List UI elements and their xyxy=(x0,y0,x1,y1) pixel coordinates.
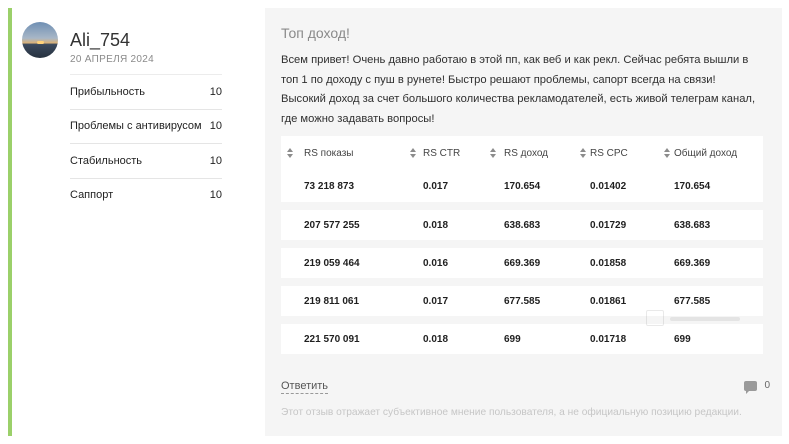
rating-value: 10 xyxy=(209,154,222,167)
rating-label: Проблемы с антивирусом xyxy=(70,120,202,133)
rating-row xyxy=(70,143,222,178)
ratings-list xyxy=(70,74,222,212)
sort-icon[interactable] xyxy=(580,148,587,159)
rating-label: Стабильность xyxy=(70,154,143,167)
table-cell: 0.017 xyxy=(423,180,449,192)
review-content-panel xyxy=(265,8,782,436)
rating-row xyxy=(70,178,222,213)
table-cell: 638.683 xyxy=(504,219,541,231)
table-cell: 638.683 xyxy=(674,219,711,231)
accent-bar xyxy=(8,8,12,436)
table-cell: 669.369 xyxy=(504,257,541,269)
table-cell: 0.01729 xyxy=(590,219,627,231)
table-cell: 0.01402 xyxy=(590,180,627,192)
table-cell: 0.01858 xyxy=(590,257,627,269)
rating-row xyxy=(70,74,222,109)
comment-icon xyxy=(744,381,757,391)
rating-value: 10 xyxy=(209,189,222,202)
table-cell: 0.018 xyxy=(423,333,449,345)
table-cell: 669.369 xyxy=(674,257,711,269)
rating-value: 10 xyxy=(209,120,222,133)
comments-count: 0 xyxy=(764,380,770,391)
column-header-rs-impressions[interactable]: RS показы xyxy=(281,148,400,159)
table-cell: 170.654 xyxy=(674,180,711,192)
column-header-rs-ctr[interactable]: RS CTR xyxy=(400,148,480,159)
column-header-rs-cpc[interactable]: RS CPC xyxy=(570,148,654,159)
table-cell: 0.018 xyxy=(423,219,449,231)
disclaimer-text: Этот отзыв отражает субъективное мнение пользователя, а не официальную позицию редакции. xyxy=(281,407,742,418)
table-cell: 677.585 xyxy=(674,295,711,307)
review-author-panel xyxy=(22,8,266,436)
rating-label: Саппорт xyxy=(70,189,114,202)
table-header xyxy=(281,136,763,170)
table-cell: 699 xyxy=(674,333,691,345)
column-header-total-income[interactable]: Общий доход xyxy=(654,148,763,159)
table-row xyxy=(281,210,763,240)
sort-icon[interactable] xyxy=(410,148,417,159)
rating-label: Прибыльность xyxy=(70,85,145,98)
avatar[interactable] xyxy=(22,22,58,58)
table-row xyxy=(281,248,763,278)
table-cell: 221 570 091 xyxy=(304,333,360,345)
table-cell: 0.01718 xyxy=(590,333,627,345)
table-cell: 219 811 061 xyxy=(304,295,360,307)
table-cell: 0.017 xyxy=(423,295,449,307)
review-title: Топ доход! xyxy=(281,25,350,41)
review-text: Всем привет! Очень давно работаю в этой пп, как веб и как рекл. Сейчас ребята вышли в топ 1 по доходу с пуш в рунете! Быстро решают проблемы, сапорт всегда на связи! Высокий доход за счет большого количества рекламодателей, есть живой телеграм канал, где можно задавать вопросы! xyxy=(281,54,756,125)
table-cell: 219 059 464 xyxy=(304,257,360,269)
sort-icon[interactable] xyxy=(490,148,497,159)
sort-icon[interactable] xyxy=(664,148,671,159)
username[interactable]: Ali_754 xyxy=(70,30,131,50)
comments-counter[interactable] xyxy=(744,380,770,391)
watermark-logo xyxy=(646,308,746,330)
column-header-rs-income[interactable]: RS доход xyxy=(480,148,570,159)
reply-link[interactable]: Ответить xyxy=(281,380,329,392)
review-card xyxy=(8,8,782,436)
table-row xyxy=(281,170,763,202)
table-cell: 699 xyxy=(504,333,521,345)
rating-row xyxy=(70,109,222,144)
table-cell: 73 218 873 xyxy=(304,180,355,192)
sort-icon[interactable] xyxy=(287,148,294,159)
table-cell: 677.585 xyxy=(504,295,541,307)
review-date: 20 АПРЕЛЯ 2024 xyxy=(70,54,154,65)
table-cell: 207 577 255 xyxy=(304,219,360,231)
table-cell: 0.016 xyxy=(423,257,449,269)
table-cell: 0.01861 xyxy=(590,295,627,307)
rating-value: 10 xyxy=(209,85,222,98)
table-cell: 170.654 xyxy=(504,180,541,192)
